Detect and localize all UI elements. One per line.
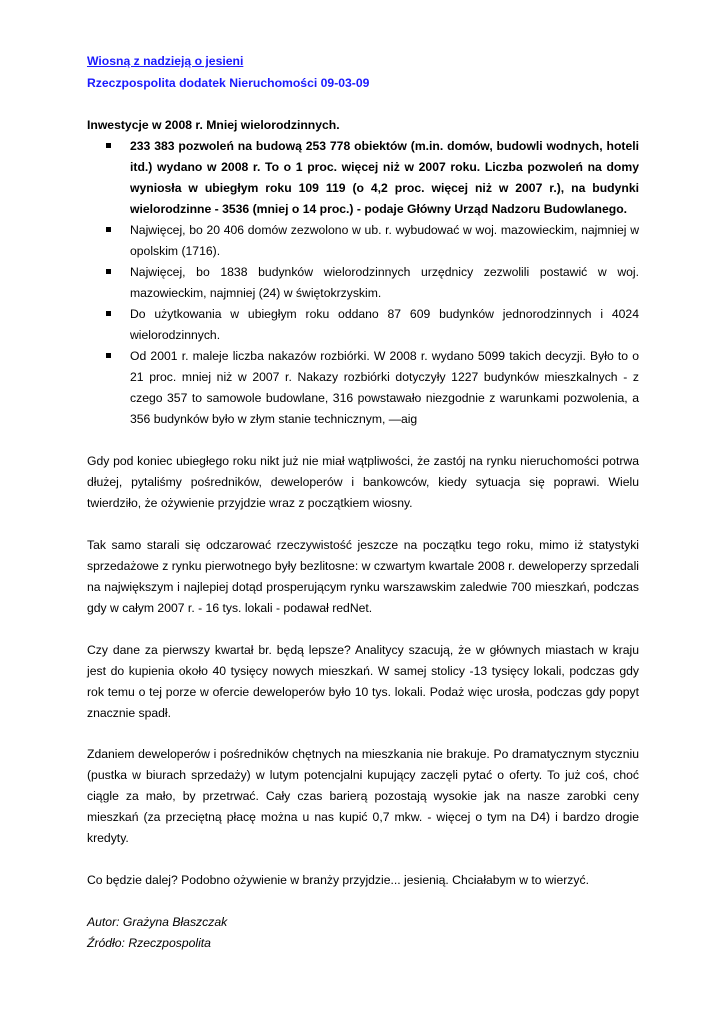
article-source-line: Rzeczpospolita dodatek Nieruchomości 09-03-09: [87, 76, 370, 90]
article-title-link[interactable]: Wiosną z nadzieją o jesieni: [87, 54, 244, 68]
bullet-text: Od 2001 r. maleje liczba nakazów rozbiórki. W 2008 r. wydano 5099 takich decyzji. Było to o 21 proc. mniej niż w 2007 r. Nakazy rozbiórki dotyczyły 1227 budynków mieszkalnych - z czego 357 to samowole budowlane, 316 powstawało niezgodnie z warunkami pozwolenia, a 356 budynków było w złym stanie technicznym, —aig: [130, 349, 639, 426]
bullet-text: Najwięcej, bo 20 406 domów zezwolono w ub. r. wybudować w woj. mazowieckim, najmniej w opolskim (1716).: [130, 223, 639, 258]
bullet-text: Do użytkowania w ubiegłym roku oddano 87 609 budynków jednorodzinnych i 4024 wielorodzinnych.: [130, 307, 639, 342]
list-item: [106, 304, 639, 346]
square-bullet-icon: [106, 353, 111, 358]
list-item: [106, 220, 639, 262]
square-bullet-icon: [106, 227, 111, 232]
summary-bullet-list: [106, 136, 639, 430]
square-bullet-icon: [106, 269, 111, 274]
list-item: [106, 346, 639, 430]
article-paragraph: Tak samo starali się odczarować rzeczywistość jeszcze na początku tego roku, mimo iż statystyki sprzedażowe z rynku pierwotnego były bezlitosne: w czwartym kwartale 2008 r. deweloperzy sprzedali na największym i najlepiej dotąd prosperującym rynku warszawskim zaledwie 700 mieszkań, podczas gdy w całym 2007 r. - 16 tys. lokali - podawał redNet.: [87, 538, 639, 615]
source-line: Źródło: Rzeczpospolita: [87, 936, 211, 950]
section-heading: Inwestycje w 2008 r. Mniej wielorodzinnych.: [87, 118, 340, 132]
author-line: Autor: Grażyna Błaszczak: [87, 915, 228, 929]
square-bullet-icon: [106, 143, 111, 148]
article-paragraph: Co będzie dalej? Podobno ożywienie w branży przyjdzie... jesienią. Chciałabym w to wierzyć.: [87, 873, 589, 887]
bullet-text: Najwięcej, bo 1838 budynków wielorodzinnych urzędnicy zezwolili postawić w woj. mazowieckim, najmniej (24) w świętokrzyskim.: [130, 265, 639, 300]
bullet-text: 233 383 pozwoleń na budową 253 778 obiektów (m.in. domów, budowli wodnych, hoteli itd.) wydano w 2008 r. To o 1 proc. więcej niż w 2007 roku. Liczba pozwoleń na domy wyniosła w ubiegłym roku 109 119 (o 4,2 proc. więcej niż w 2007 r.), na budynki wielorodzinne - 3536 (mniej o 14 proc.) - podaje Główny Urząd Nadzoru Budowlanego.: [130, 139, 639, 216]
list-item: [106, 136, 639, 220]
article-paragraph: Gdy pod koniec ubiegłego roku nikt już nie miał wątpliwości, że zastój na rynku nieruchomości potrwa dłużej, pytaliśmy pośredników, deweloperów i bankowców, kiedy sytuacja się poprawi. Wielu twierdziło, że ożywienie przyjdzie wraz z początkiem wiosny.: [87, 454, 639, 510]
square-bullet-icon: [106, 311, 111, 316]
list-item: [106, 262, 639, 304]
article-paragraph: Czy dane za pierwszy kwartał br. będą lepsze? Analitycy szacują, że w głównych miastach w kraju jest do kupienia około 40 tysięcy nowych mieszkań. W samej stolicy -13 tysięcy lokali, podczas gdy rok temu o tej porze w ofercie deweloperów było 10 tys. lokali. Podaż więc urosła, podczas gdy popyt znacznie spadł.: [87, 643, 639, 720]
article-paragraph: Zdaniem deweloperów i pośredników chętnych na mieszkania nie brakuje. Po dramatycznym styczniu (pustka w biurach sprzedaży) w lutym potencjalni kupujący zaczęli pytać o oferty. To już coś, choć ciągle za mało, by przetrwać. Cały czas barierą pozostają wysokie jak na nasze zarobki ceny mieszkań (za przeciętną płacę można u nas kupić 0,7 mkw. - więcej o tym na D4) i bardzo drogie kredyty.: [87, 747, 639, 845]
